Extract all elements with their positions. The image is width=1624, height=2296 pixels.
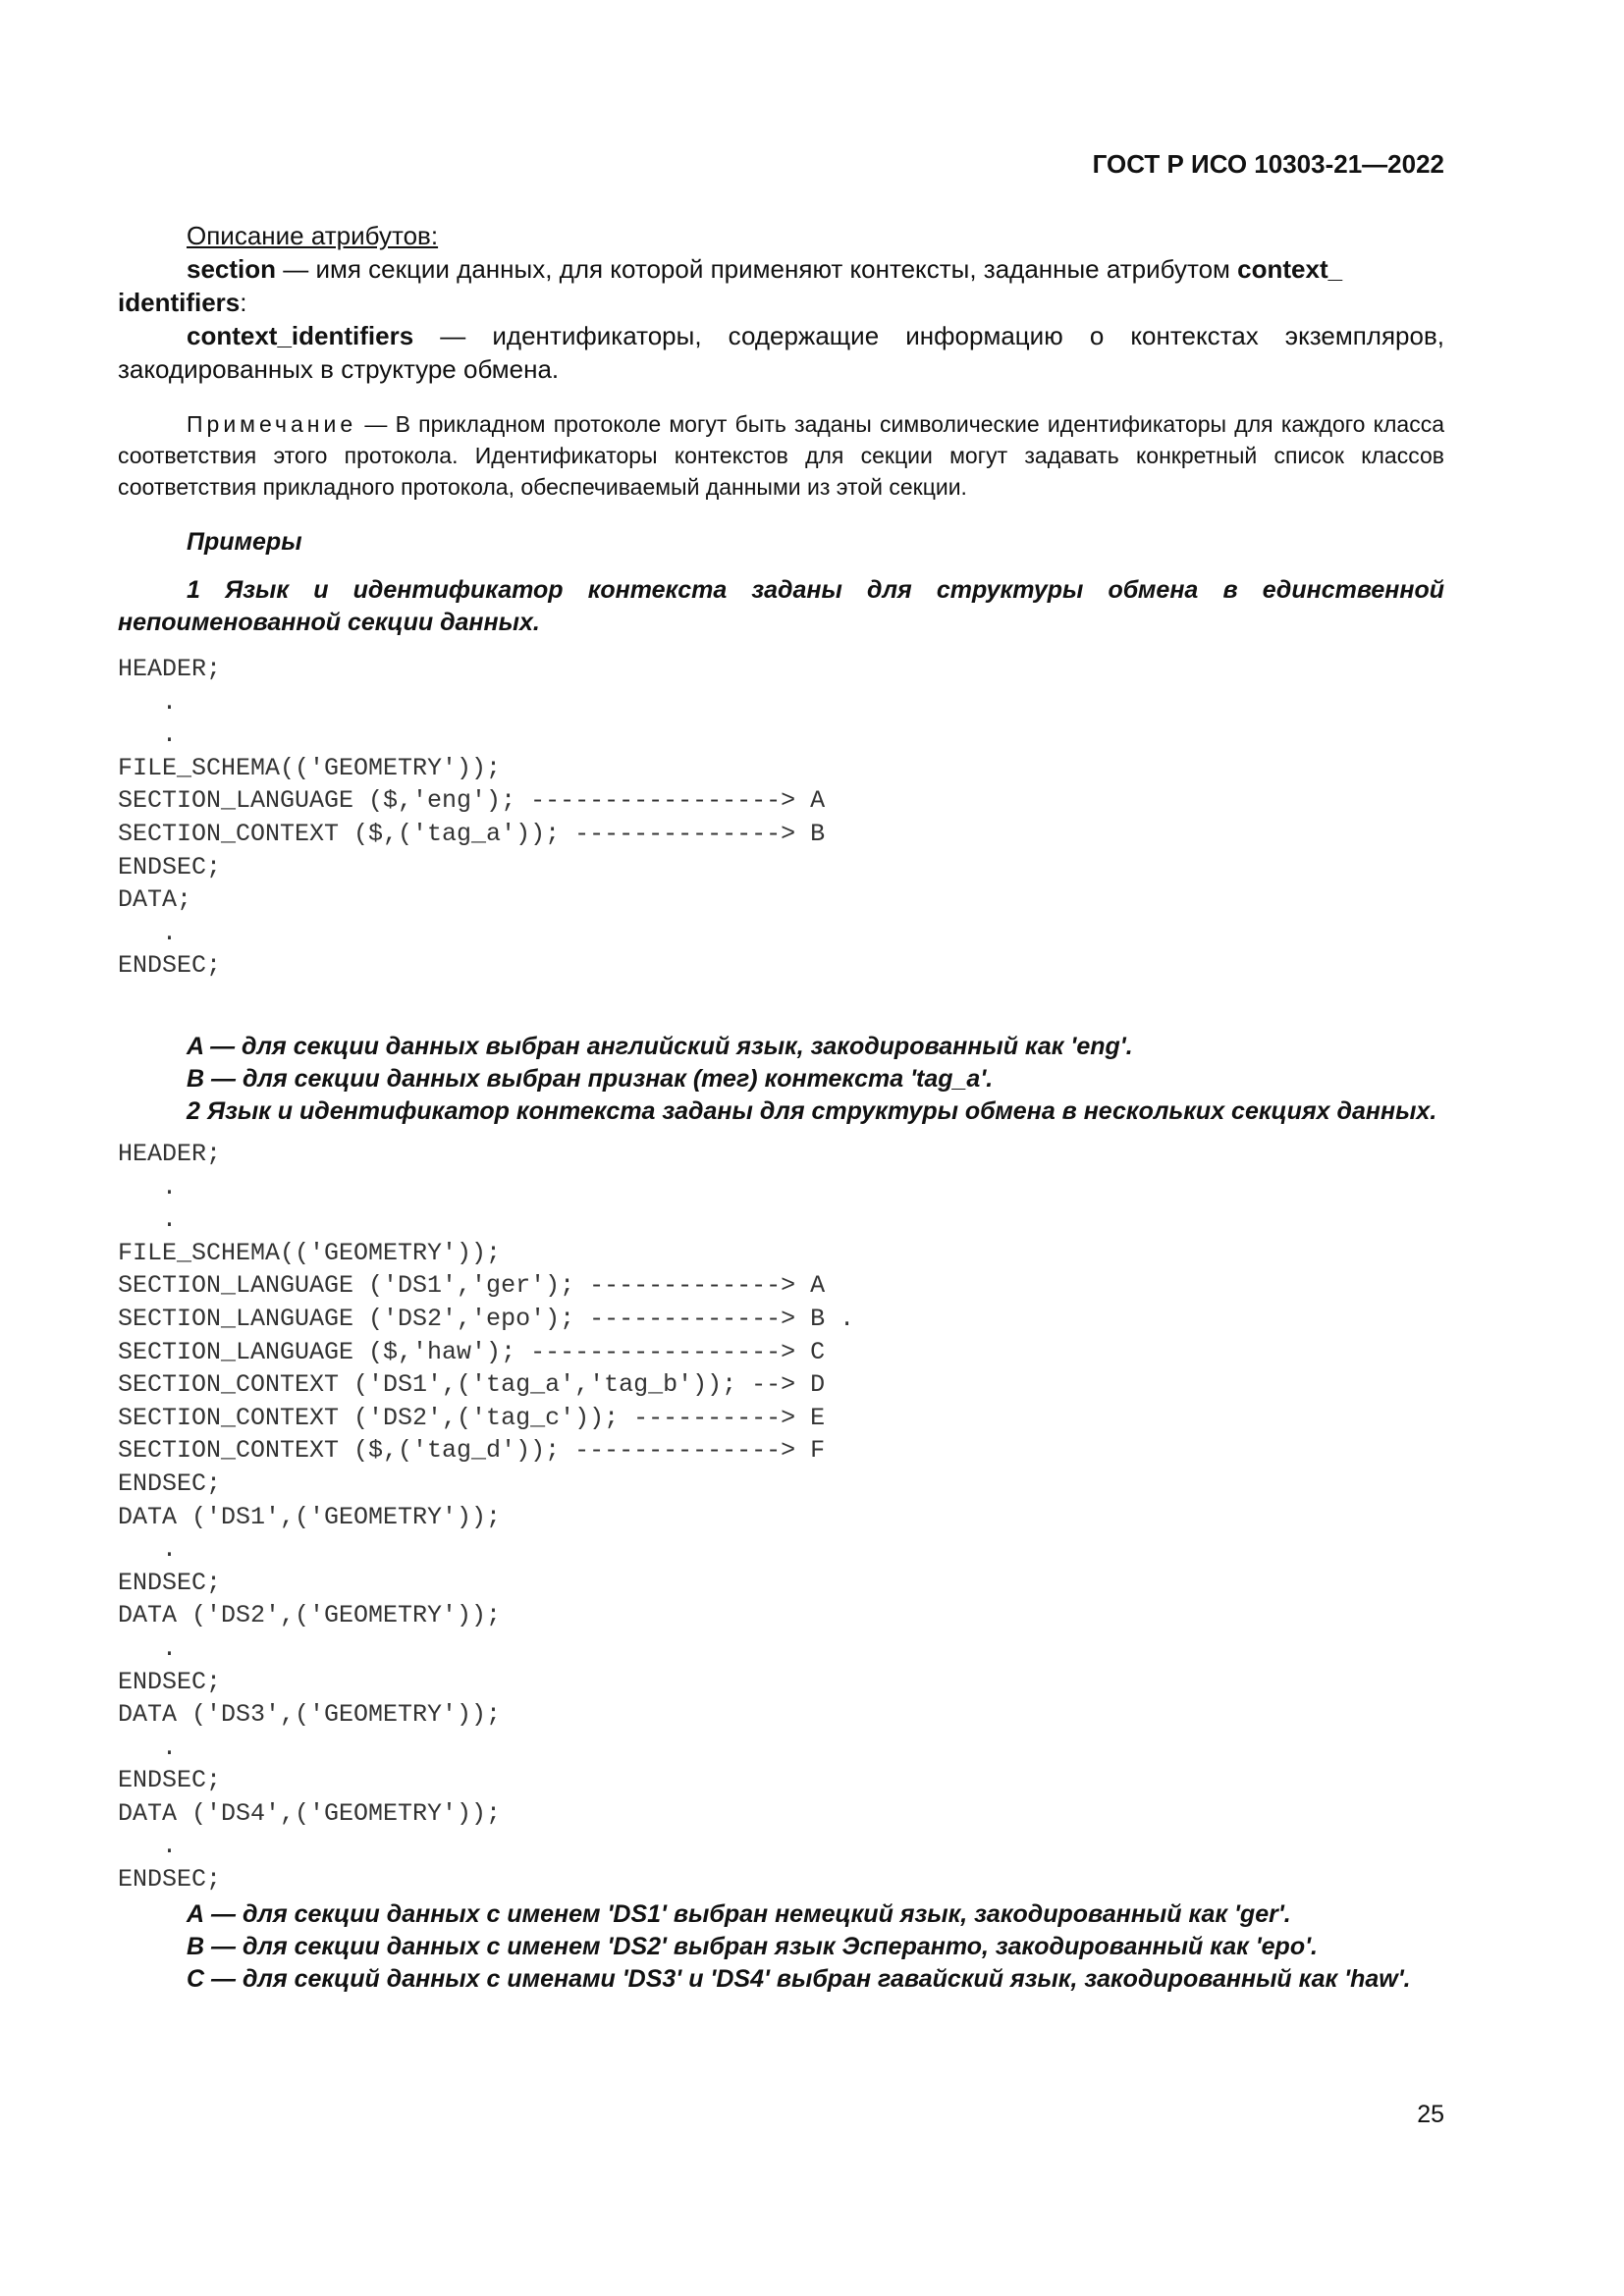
code-line: ENDSEC;	[118, 1667, 222, 1696]
code-line: DATA ('DS4',('GEOMETRY'));	[118, 1798, 502, 1828]
code-line: HEADER;	[118, 1140, 222, 1168]
code-line: SECTION_CONTEXT ($,('tag_a')); --------------> B	[118, 819, 826, 848]
example-1-code-listing	[118, 653, 1444, 983]
code-line: DATA ('DS3',('GEOMETRY'));	[118, 1700, 502, 1730]
code-line: FILE_SCHEMA(('GEOMETRY'));	[118, 1238, 502, 1267]
attributes-block	[118, 219, 1444, 386]
code-line: .	[118, 918, 178, 947]
code-line: .	[118, 687, 178, 717]
note-paragraph	[118, 408, 1444, 503]
note-text: — В прикладном протоколе могут быть заданы символические идентификаторы для каждого класса соответствия этого протокола. Идентификаторы контекстов для секции могут задавать конкретный список классов соответствия прикладного протокола, обеспечиваемый данными из этой секции.	[118, 411, 1444, 500]
code-line: DATA ('DS2',('GEOMETRY'));	[118, 1601, 502, 1630]
code-line: .	[118, 1535, 178, 1565]
document-id-header: ГОСТ Р ИСО 10303-21—2022	[1092, 149, 1444, 179]
code-line: ENDSEC;	[118, 1568, 222, 1597]
example-1-note-b: B — для секции данных выбран признак (тег) контекста 'tag_a'.	[187, 1065, 994, 1093]
code-line: .	[118, 1205, 178, 1235]
code-line: .	[118, 1832, 178, 1861]
code-line: ENDSEC;	[118, 852, 222, 881]
examples-title: Примеры	[187, 528, 302, 556]
example-2-code-listing	[118, 1138, 1444, 1896]
code-line: SECTION_LANGUAGE ($,'eng'); -----------------> A	[118, 786, 826, 816]
example-2-note-c: С — для секций данных с именами 'DS3' и 'DS4' выбран гавайский язык, закодированный как 'haw'.	[187, 1965, 1411, 1993]
code-line: .	[118, 1172, 178, 1201]
example-2-note-b: В — для секции данных с именем 'DS2' выбран язык Эсперанто, закодированный как 'epo'.	[187, 1933, 1318, 1960]
code-line: ENDSEC;	[118, 1468, 222, 1498]
context-identifiers-description: context_identifiers — идентификаторы, содержащие информацию о контекстах экземпляров, закодированных в структуре обмена.	[118, 321, 1444, 384]
example-2-title: 2 Язык и идентификатор контекста заданы для структуры обмена в нескольких секциях данных.	[187, 1097, 1437, 1125]
example-1-notes	[118, 1031, 1444, 1128]
code-line: SECTION_CONTEXT ('DS1',('tag_a','tag_b')); --> D	[118, 1370, 826, 1400]
example-1-title: 1 Язык и идентификатор контекста заданы для структуры обмена в единственной непоименованной секции данных.	[118, 576, 1444, 636]
page-number: 25	[1417, 2101, 1444, 2128]
example-2-notes	[118, 1898, 1444, 1996]
code-line: SECTION_CONTEXT ('DS2',('tag_c')); ----------> E	[118, 1403, 826, 1432]
code-line: ENDSEC;	[118, 1766, 222, 1795]
code-line: .	[118, 1633, 178, 1663]
note-label: Примечание	[187, 411, 357, 437]
code-line: HEADER;	[118, 655, 222, 683]
code-line: .	[118, 1733, 178, 1762]
code-line: SECTION_LANGUAGE ('DS1','ger'); -------------> A	[118, 1271, 826, 1301]
section-attribute-description: section — имя секции данных, для которой применяют контексты, заданные атрибутом context_ identifiers:	[118, 254, 1343, 317]
code-line: ENDSEC;	[118, 1865, 222, 1895]
code-line: .	[118, 721, 178, 750]
example-2-note-a: А — для секции данных с именем 'DS1' выбран немецкий язык, закодированный как 'ger'.	[187, 1900, 1291, 1928]
code-line: SECTION_LANGUAGE ($,'haw'); -----------------> C	[118, 1337, 826, 1366]
code-line: FILE_SCHEMA(('GEOMETRY'));	[118, 753, 502, 782]
code-line: SECTION_CONTEXT ($,('tag_d')); --------------> F	[118, 1436, 826, 1466]
code-line: DATA ('DS1',('GEOMETRY'));	[118, 1502, 502, 1531]
code-line: DATA;	[118, 885, 192, 915]
code-line: SECTION_LANGUAGE ('DS2','epo'); -------------> B .	[118, 1304, 855, 1333]
example-1-note-a: A — для секции данных выбран английский язык, закодированный как 'eng'.	[187, 1033, 1133, 1060]
attributes-heading: Описание атрибутов:	[187, 221, 439, 250]
code-line: ENDSEC;	[118, 951, 222, 981]
